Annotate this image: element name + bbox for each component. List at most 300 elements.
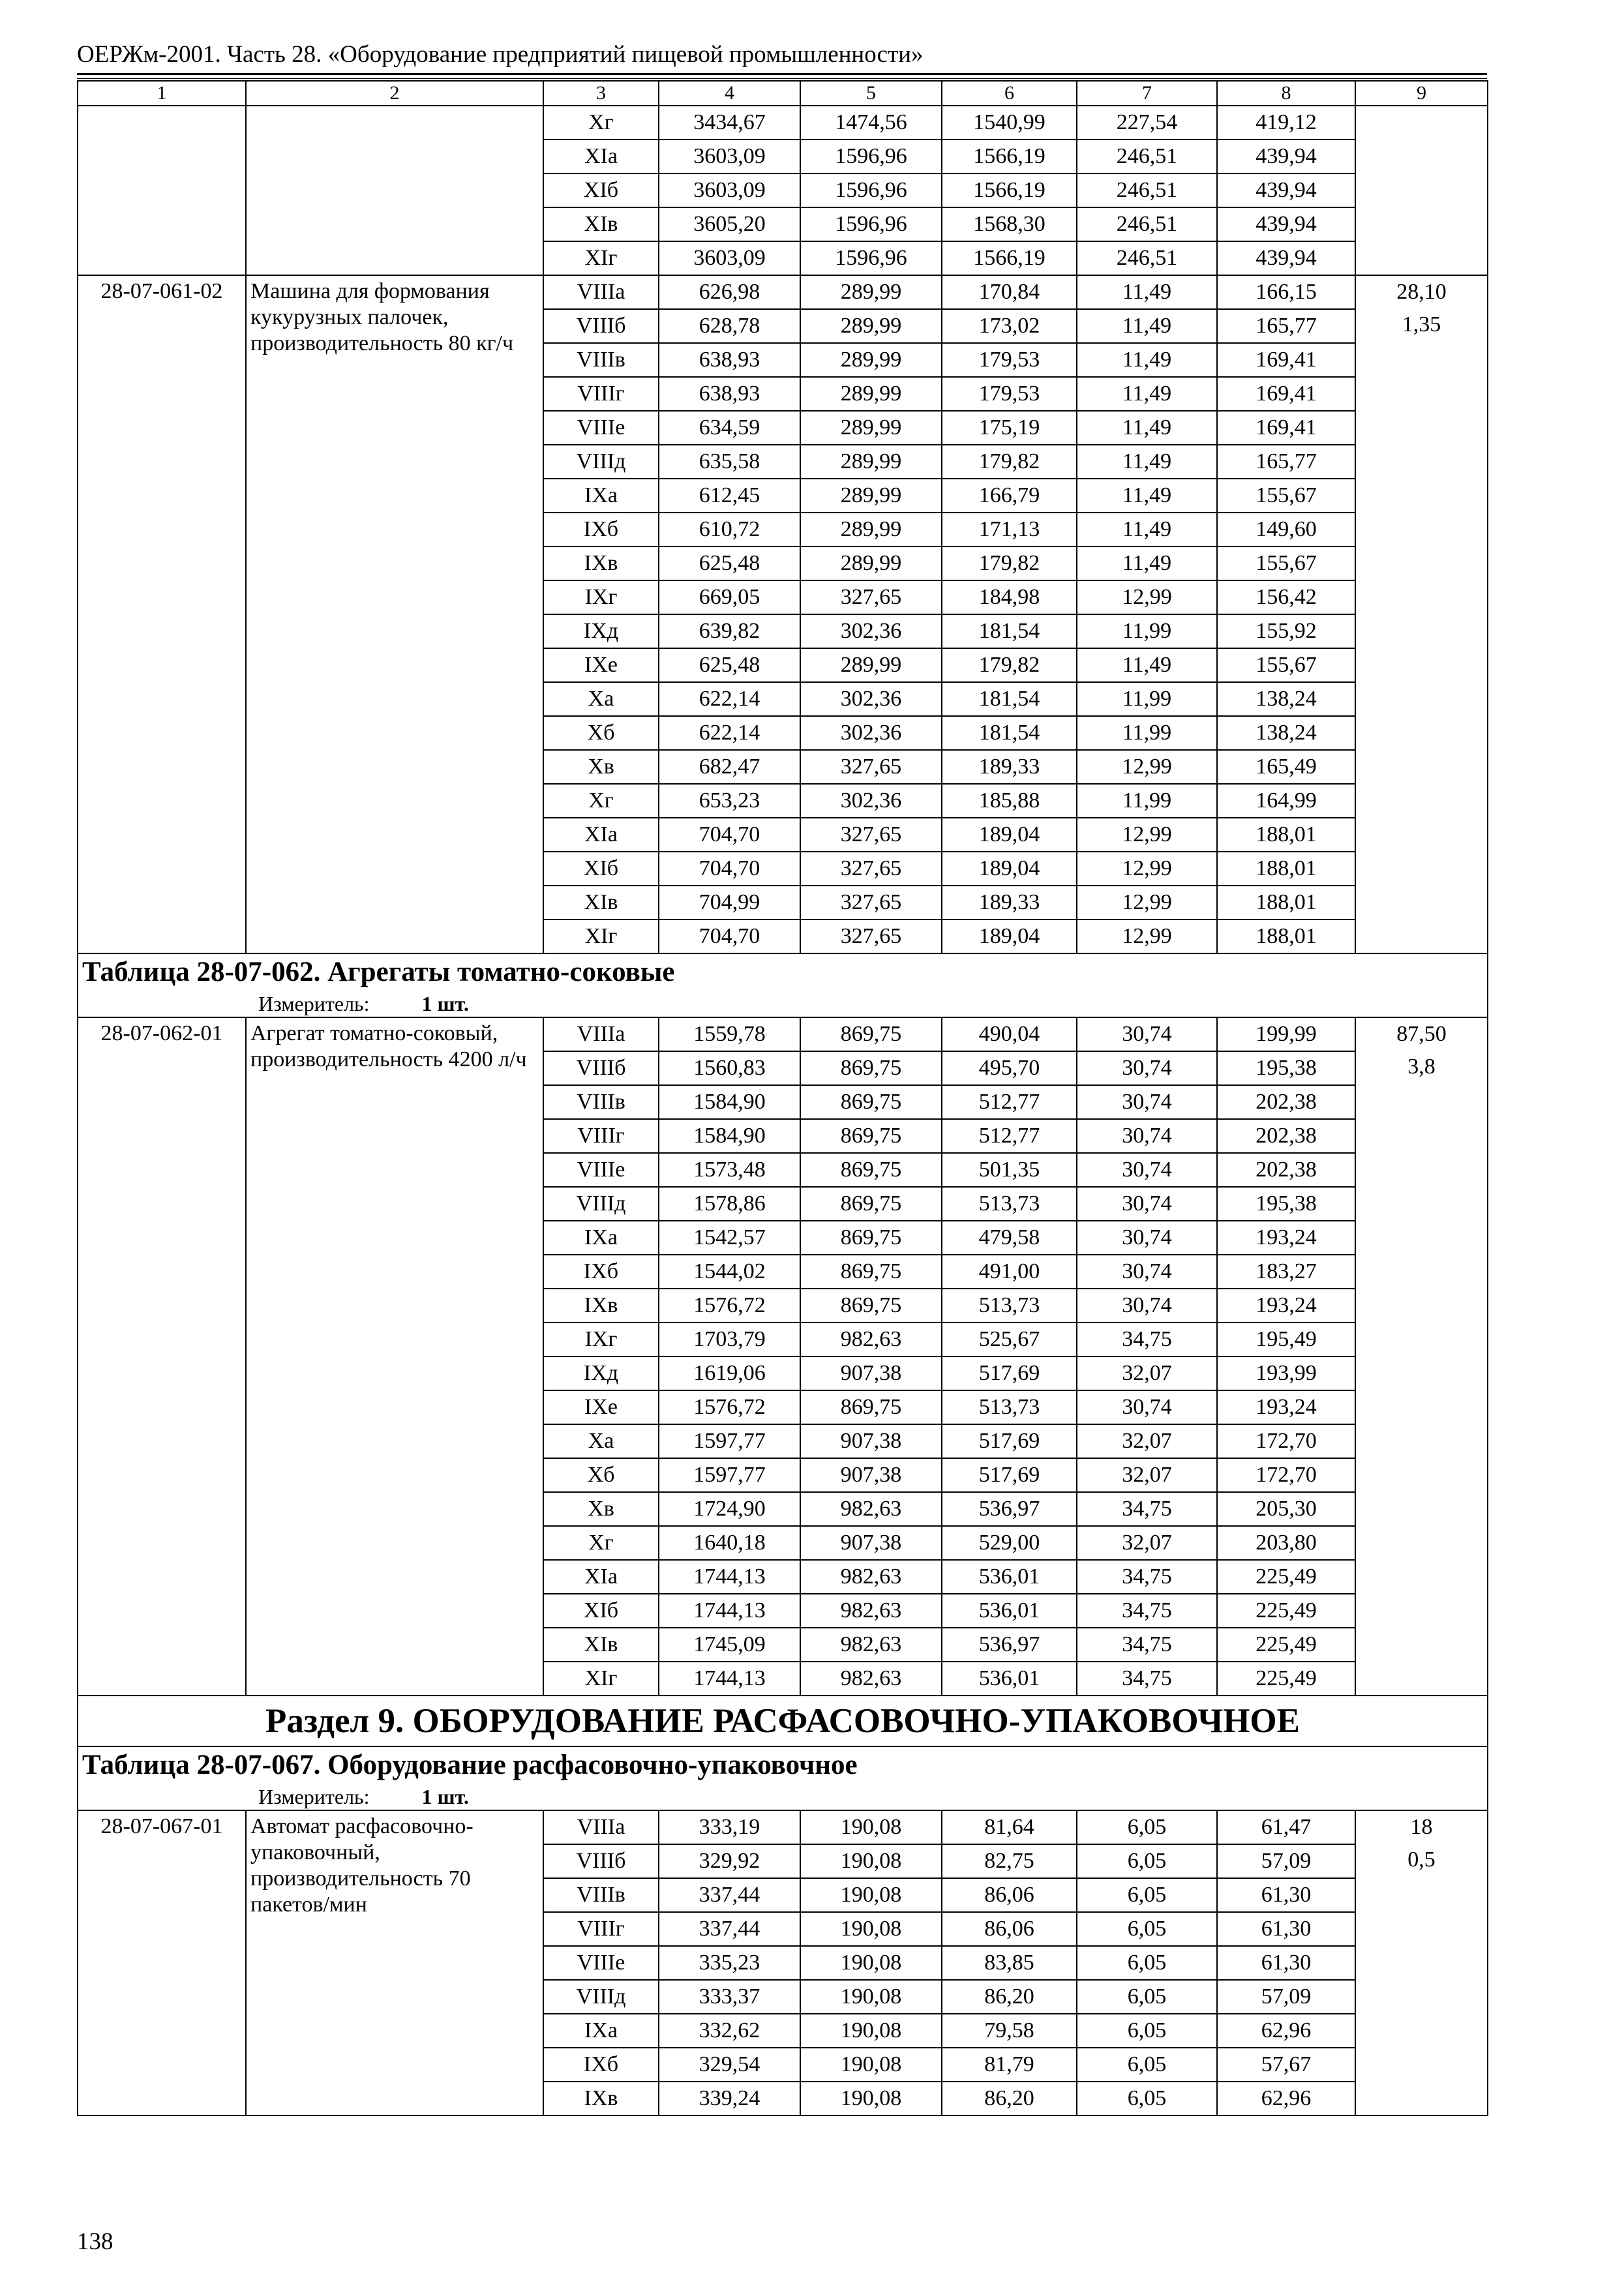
value-cell: 164,99 (1217, 784, 1355, 818)
zone-cell: Xа (543, 1424, 659, 1458)
zone-cell: IXг (543, 1323, 659, 1356)
value-cell: 1597,77 (659, 1424, 800, 1458)
value-cell: 3605,20 (659, 207, 800, 241)
zone-cell: XIб (543, 173, 659, 207)
zone-cell: Xг (543, 106, 659, 140)
extra-value: 18 (1410, 1815, 1433, 1839)
value-cell: 86,20 (942, 1980, 1077, 2014)
value-cell: 62,96 (1217, 2082, 1355, 2116)
value-cell: 1619,06 (659, 1356, 800, 1390)
column-header: 8 (1217, 81, 1355, 106)
value-cell: 11,49 (1077, 513, 1217, 546)
value-cell: 1576,72 (659, 1390, 800, 1424)
zone-cell: XIг (543, 241, 659, 275)
value-cell: 1576,72 (659, 1289, 800, 1323)
value-cell: 1584,90 (659, 1085, 800, 1119)
value-cell: 79,58 (942, 2014, 1077, 2048)
value-cell: 638,93 (659, 377, 800, 411)
column-header: 1 (78, 81, 246, 106)
value-cell: 704,70 (659, 920, 800, 953)
table-title: Таблица 28-07-067. Оборудование расфасовочно-упаковочное (78, 1746, 1488, 1784)
page-header: ОЕРЖм-2001. Часть 28. «Оборудование предприятий пищевой промышленности» (77, 41, 924, 68)
value-cell: 907,38 (800, 1424, 942, 1458)
value-cell: 179,53 (942, 343, 1077, 377)
value-cell: 337,44 (659, 1878, 800, 1912)
measure-unit: 1 шт. (421, 1785, 469, 1808)
value-cell: 57,09 (1217, 1980, 1355, 2014)
value-cell: 289,99 (800, 275, 942, 309)
value-cell: 188,01 (1217, 852, 1355, 886)
value-cell: 982,63 (800, 1560, 942, 1594)
value-cell: 34,75 (1077, 1560, 1217, 1594)
measure-cell (78, 1784, 1488, 1810)
value-cell: 289,99 (800, 546, 942, 580)
value-cell: 32,07 (1077, 1424, 1217, 1458)
value-cell: 1596,96 (800, 173, 942, 207)
zone-cell: XIв (543, 207, 659, 241)
value-cell: 30,74 (1077, 1017, 1217, 1051)
header-rule (77, 73, 1487, 75)
value-cell: 329,54 (659, 2048, 800, 2082)
value-cell: 439,94 (1217, 241, 1355, 275)
zone-cell: XIг (543, 920, 659, 953)
table-title: Таблица 28-07-062. Агрегаты томатно-соковые (78, 953, 1488, 991)
value-cell: 653,23 (659, 784, 800, 818)
value-cell: 34,75 (1077, 1492, 1217, 1526)
value-cell: 155,67 (1217, 479, 1355, 513)
value-cell: 11,49 (1077, 445, 1217, 479)
value-cell: 138,24 (1217, 682, 1355, 716)
value-cell: 11,49 (1077, 479, 1217, 513)
extra-value: 28,10 (1396, 280, 1447, 304)
zone-cell: XIа (543, 818, 659, 852)
value-cell: 199,99 (1217, 1017, 1355, 1051)
zone-cell: VIIIд (543, 1187, 659, 1221)
zone-cell: IXа (543, 479, 659, 513)
zone-cell: Xа (543, 682, 659, 716)
column-number-row (78, 81, 1488, 106)
value-cell: 166,79 (942, 479, 1077, 513)
value-cell: 495,70 (942, 1051, 1077, 1085)
value-cell: 11,49 (1077, 411, 1217, 445)
page-number: 138 (77, 2228, 113, 2255)
value-cell: 30,74 (1077, 1085, 1217, 1119)
zone-cell: XIб (543, 1594, 659, 1628)
value-cell: 205,30 (1217, 1492, 1355, 1526)
value-cell: 1560,83 (659, 1051, 800, 1085)
value-cell: 175,19 (942, 411, 1077, 445)
measure-unit: 1 шт. (421, 992, 469, 1015)
value-cell: 11,49 (1077, 309, 1217, 343)
value-cell: 612,45 (659, 479, 800, 513)
zone-cell: XIа (543, 140, 659, 173)
value-cell: 30,74 (1077, 1153, 1217, 1187)
value-cell: 1566,19 (942, 140, 1077, 173)
value-cell: 11,99 (1077, 716, 1217, 750)
value-cell: 172,70 (1217, 1458, 1355, 1492)
zone-cell: XIб (543, 852, 659, 886)
value-cell: 1744,13 (659, 1560, 800, 1594)
item-code: 28-07-061-02 (78, 275, 246, 953)
value-cell: 11,49 (1077, 377, 1217, 411)
value-cell: 195,38 (1217, 1051, 1355, 1085)
value-cell: 513,73 (942, 1289, 1077, 1323)
value-cell: 289,99 (800, 309, 942, 343)
value-cell: 181,54 (942, 614, 1077, 648)
value-cell: 501,35 (942, 1153, 1077, 1187)
value-cell: 202,38 (1217, 1153, 1355, 1187)
value-cell: 327,65 (800, 920, 942, 953)
value-cell: 165,49 (1217, 750, 1355, 784)
value-cell: 11,49 (1077, 546, 1217, 580)
zone-cell: IXб (543, 1255, 659, 1289)
zone-cell: VIIIе (543, 1946, 659, 1980)
value-cell: 1584,90 (659, 1119, 800, 1153)
value-cell: 327,65 (800, 818, 942, 852)
value-cell: 638,93 (659, 343, 800, 377)
value-cell: 189,04 (942, 920, 1077, 953)
table-row (78, 106, 1488, 140)
zone-cell: VIIIб (543, 1844, 659, 1878)
zone-cell: XIг (543, 1662, 659, 1696)
value-cell: 12,99 (1077, 750, 1217, 784)
value-cell: 11,49 (1077, 648, 1217, 682)
value-cell: 86,06 (942, 1912, 1077, 1946)
value-cell: 11,49 (1077, 275, 1217, 309)
zone-cell: VIIIв (543, 1085, 659, 1119)
zone-cell: VIIIг (543, 377, 659, 411)
value-cell: 625,48 (659, 546, 800, 580)
zone-cell: Xв (543, 750, 659, 784)
value-cell: 869,75 (800, 1051, 942, 1085)
value-cell: 327,65 (800, 852, 942, 886)
value-cell: 82,75 (942, 1844, 1077, 1878)
value-cell: 302,36 (800, 614, 942, 648)
value-cell: 1596,96 (800, 140, 942, 173)
table-row (78, 275, 1488, 309)
value-cell: 83,85 (942, 1946, 1077, 1980)
value-cell: 62,96 (1217, 2014, 1355, 2048)
value-cell: 30,74 (1077, 1051, 1217, 1085)
value-cell: 333,19 (659, 1810, 800, 1844)
value-cell: 32,07 (1077, 1356, 1217, 1390)
value-cell: 32,07 (1077, 1526, 1217, 1560)
value-cell: 6,05 (1077, 2014, 1217, 2048)
value-cell: 289,99 (800, 479, 942, 513)
value-cell: 203,80 (1217, 1526, 1355, 1560)
value-cell: 1578,86 (659, 1187, 800, 1221)
value-cell: 337,44 (659, 1912, 800, 1946)
zone-cell: IXе (543, 1390, 659, 1424)
value-cell: 329,92 (659, 1844, 800, 1878)
value-cell: 189,33 (942, 886, 1077, 920)
value-cell: 289,99 (800, 513, 942, 546)
value-cell: 704,70 (659, 818, 800, 852)
value-cell: 181,54 (942, 682, 1077, 716)
zone-cell: IXг (543, 580, 659, 614)
value-cell: 610,72 (659, 513, 800, 546)
value-cell: 149,60 (1217, 513, 1355, 546)
column-header: 6 (942, 81, 1077, 106)
value-cell: 179,82 (942, 648, 1077, 682)
item-extra (1355, 1810, 1488, 2116)
value-cell: 1540,99 (942, 106, 1077, 140)
value-cell: 682,47 (659, 750, 800, 784)
zone-cell: VIIIв (543, 1878, 659, 1912)
zone-cell: IXа (543, 1221, 659, 1255)
value-cell: 185,88 (942, 784, 1077, 818)
value-cell: 1596,96 (800, 241, 942, 275)
value-cell: 246,51 (1077, 207, 1217, 241)
value-cell: 32,07 (1077, 1458, 1217, 1492)
value-cell: 513,73 (942, 1390, 1077, 1424)
value-cell: 11,99 (1077, 784, 1217, 818)
value-cell: 190,08 (800, 2082, 942, 2116)
value-cell: 225,49 (1217, 1662, 1355, 1696)
value-cell: 12,99 (1077, 580, 1217, 614)
value-cell: 1703,79 (659, 1323, 800, 1356)
zone-cell: VIIIа (543, 1017, 659, 1051)
value-cell: 57,67 (1217, 2048, 1355, 2082)
value-cell: 869,75 (800, 1390, 942, 1424)
value-cell: 289,99 (800, 648, 942, 682)
value-cell: 138,24 (1217, 716, 1355, 750)
zone-cell: IXд (543, 614, 659, 648)
value-cell: 622,14 (659, 682, 800, 716)
value-cell: 490,04 (942, 1017, 1077, 1051)
value-cell: 11,49 (1077, 343, 1217, 377)
value-cell: 11,99 (1077, 614, 1217, 648)
item-name: Машина для формования кукурузных палочек, производительность 80 кг/ч (246, 275, 543, 953)
item-name: Автомат расфасовочно-упаковочный, производительность 70 пакетов/мин (246, 1810, 543, 2116)
value-cell: 6,05 (1077, 2082, 1217, 2116)
value-cell: 30,74 (1077, 1289, 1217, 1323)
value-cell: 625,48 (659, 648, 800, 682)
column-header: 4 (659, 81, 800, 106)
item-name (246, 106, 543, 275)
item-code: 28-07-067-01 (78, 1810, 246, 2116)
value-cell: 30,74 (1077, 1390, 1217, 1424)
value-cell: 289,99 (800, 377, 942, 411)
value-cell: 61,47 (1217, 1810, 1355, 1844)
value-cell: 1744,13 (659, 1662, 800, 1696)
value-cell: 439,94 (1217, 173, 1355, 207)
value-cell: 165,77 (1217, 445, 1355, 479)
value-cell: 193,24 (1217, 1390, 1355, 1424)
zone-cell: IXб (543, 513, 659, 546)
zone-cell: VIIIа (543, 275, 659, 309)
value-cell: 419,12 (1217, 106, 1355, 140)
value-cell: 227,54 (1077, 106, 1217, 140)
value-cell: 190,08 (800, 1912, 942, 1946)
value-cell: 81,79 (942, 2048, 1077, 2082)
value-cell: 517,69 (942, 1458, 1077, 1492)
value-cell: 1596,96 (800, 207, 942, 241)
value-cell: 869,75 (800, 1119, 942, 1153)
value-cell: 156,42 (1217, 580, 1355, 614)
value-cell: 57,09 (1217, 1844, 1355, 1878)
column-header: 7 (1077, 81, 1217, 106)
value-cell: 869,75 (800, 1255, 942, 1289)
value-cell: 12,99 (1077, 818, 1217, 852)
value-cell: 195,49 (1217, 1323, 1355, 1356)
value-cell: 6,05 (1077, 1946, 1217, 1980)
value-cell: 6,05 (1077, 1912, 1217, 1946)
value-cell: 12,99 (1077, 886, 1217, 920)
value-cell: 6,05 (1077, 2048, 1217, 2082)
value-cell: 491,00 (942, 1255, 1077, 1289)
value-cell: 907,38 (800, 1526, 942, 1560)
section-row (78, 1696, 1488, 1746)
value-cell: 536,01 (942, 1594, 1077, 1628)
value-cell: 639,82 (659, 614, 800, 648)
extra-value: 87,50 (1396, 1022, 1447, 1046)
item-extra (1355, 1017, 1488, 1696)
zone-cell: Xв (543, 1492, 659, 1526)
value-cell: 34,75 (1077, 1323, 1217, 1356)
value-cell: 3603,09 (659, 241, 800, 275)
zone-cell: VIIIа (543, 1810, 659, 1844)
zone-cell: VIIIд (543, 445, 659, 479)
zone-cell: VIIIб (543, 1051, 659, 1085)
value-cell: 246,51 (1077, 140, 1217, 173)
table-title-row (78, 953, 1488, 991)
value-cell: 327,65 (800, 750, 942, 784)
value-cell: 536,97 (942, 1628, 1077, 1662)
value-cell: 169,41 (1217, 343, 1355, 377)
value-cell: 225,49 (1217, 1560, 1355, 1594)
value-cell: 517,69 (942, 1356, 1077, 1390)
value-cell: 190,08 (800, 1810, 942, 1844)
header-rule-thin (77, 78, 1487, 79)
value-cell: 171,13 (942, 513, 1077, 546)
item-name: Агрегат томатно-соковый, производительность 4200 л/ч (246, 1017, 543, 1696)
value-cell: 289,99 (800, 445, 942, 479)
value-cell: 1724,90 (659, 1492, 800, 1526)
zone-cell: VIIIб (543, 309, 659, 343)
value-cell: 193,24 (1217, 1221, 1355, 1255)
value-cell: 529,00 (942, 1526, 1077, 1560)
value-cell: 190,08 (800, 1946, 942, 1980)
value-cell: 195,38 (1217, 1187, 1355, 1221)
value-cell: 173,02 (942, 309, 1077, 343)
value-cell: 193,24 (1217, 1289, 1355, 1323)
item-extra (1355, 106, 1488, 275)
value-cell: 11,99 (1077, 682, 1217, 716)
section-title: Раздел 9. ОБОРУДОВАНИЕ РАСФАСОВОЧНО-УПАКОВОЧНОЕ (78, 1696, 1488, 1746)
value-cell: 86,20 (942, 2082, 1077, 2116)
value-cell: 302,36 (800, 784, 942, 818)
value-cell: 869,75 (800, 1153, 942, 1187)
table-row (78, 1810, 1488, 1844)
zone-cell: VIIIе (543, 411, 659, 445)
value-cell: 669,05 (659, 580, 800, 614)
value-cell: 907,38 (800, 1356, 942, 1390)
value-cell: 155,67 (1217, 648, 1355, 682)
value-cell: 869,75 (800, 1017, 942, 1051)
zone-cell: XIв (543, 1628, 659, 1662)
value-cell: 225,49 (1217, 1594, 1355, 1628)
value-cell: 246,51 (1077, 173, 1217, 207)
value-cell: 517,69 (942, 1424, 1077, 1458)
value-cell: 704,70 (659, 852, 800, 886)
value-cell: 190,08 (800, 1878, 942, 1912)
value-cell: 869,75 (800, 1289, 942, 1323)
value-cell: 335,23 (659, 1946, 800, 1980)
value-cell: 188,01 (1217, 818, 1355, 852)
value-cell: 184,98 (942, 580, 1077, 614)
value-cell: 628,78 (659, 309, 800, 343)
value-cell: 6,05 (1077, 1980, 1217, 2014)
zone-cell: Xг (543, 784, 659, 818)
value-cell: 536,97 (942, 1492, 1077, 1526)
value-cell: 179,82 (942, 546, 1077, 580)
value-cell: 6,05 (1077, 1810, 1217, 1844)
zone-cell: IXв (543, 2082, 659, 2116)
value-cell: 166,15 (1217, 275, 1355, 309)
value-cell: 1566,19 (942, 173, 1077, 207)
value-cell: 6,05 (1077, 1878, 1217, 1912)
value-cell: 704,99 (659, 886, 800, 920)
zone-cell: VIIIг (543, 1119, 659, 1153)
value-cell: 34,75 (1077, 1594, 1217, 1628)
value-cell: 332,62 (659, 2014, 800, 2048)
value-cell: 86,06 (942, 1878, 1077, 1912)
value-cell: 179,53 (942, 377, 1077, 411)
value-cell: 190,08 (800, 1980, 942, 2014)
table-title-row (78, 1746, 1488, 1784)
value-cell: 1744,13 (659, 1594, 800, 1628)
value-cell: 439,94 (1217, 140, 1355, 173)
value-cell: 302,36 (800, 682, 942, 716)
value-cell: 30,74 (1077, 1119, 1217, 1153)
value-cell: 982,63 (800, 1662, 942, 1696)
value-cell: 982,63 (800, 1628, 942, 1662)
value-cell: 12,99 (1077, 852, 1217, 886)
item-code (78, 106, 246, 275)
value-cell: 635,58 (659, 445, 800, 479)
value-cell: 289,99 (800, 411, 942, 445)
column-header: 3 (543, 81, 659, 106)
value-cell: 479,58 (942, 1221, 1077, 1255)
value-cell: 289,99 (800, 343, 942, 377)
value-cell: 30,74 (1077, 1187, 1217, 1221)
value-cell: 155,92 (1217, 614, 1355, 648)
value-cell: 190,08 (800, 2014, 942, 2048)
value-cell: 869,75 (800, 1187, 942, 1221)
value-cell: 333,37 (659, 1980, 800, 2014)
zone-cell: Xб (543, 716, 659, 750)
value-cell: 1597,77 (659, 1458, 800, 1492)
value-cell: 1544,02 (659, 1255, 800, 1289)
measure-label: Измеритель: (258, 1785, 370, 1808)
value-cell: 246,51 (1077, 241, 1217, 275)
value-cell: 189,04 (942, 818, 1077, 852)
item-extra (1355, 275, 1488, 953)
value-cell: 536,01 (942, 1560, 1077, 1594)
zone-cell: Xб (543, 1458, 659, 1492)
measure-row (78, 1784, 1488, 1810)
value-cell: 34,75 (1077, 1662, 1217, 1696)
value-cell: 12,99 (1077, 920, 1217, 953)
measure-cell (78, 991, 1488, 1017)
value-cell: 3603,09 (659, 173, 800, 207)
value-cell: 81,64 (942, 1810, 1077, 1844)
value-cell: 525,67 (942, 1323, 1077, 1356)
value-cell: 30,74 (1077, 1255, 1217, 1289)
value-cell: 172,70 (1217, 1424, 1355, 1458)
value-cell: 327,65 (800, 886, 942, 920)
